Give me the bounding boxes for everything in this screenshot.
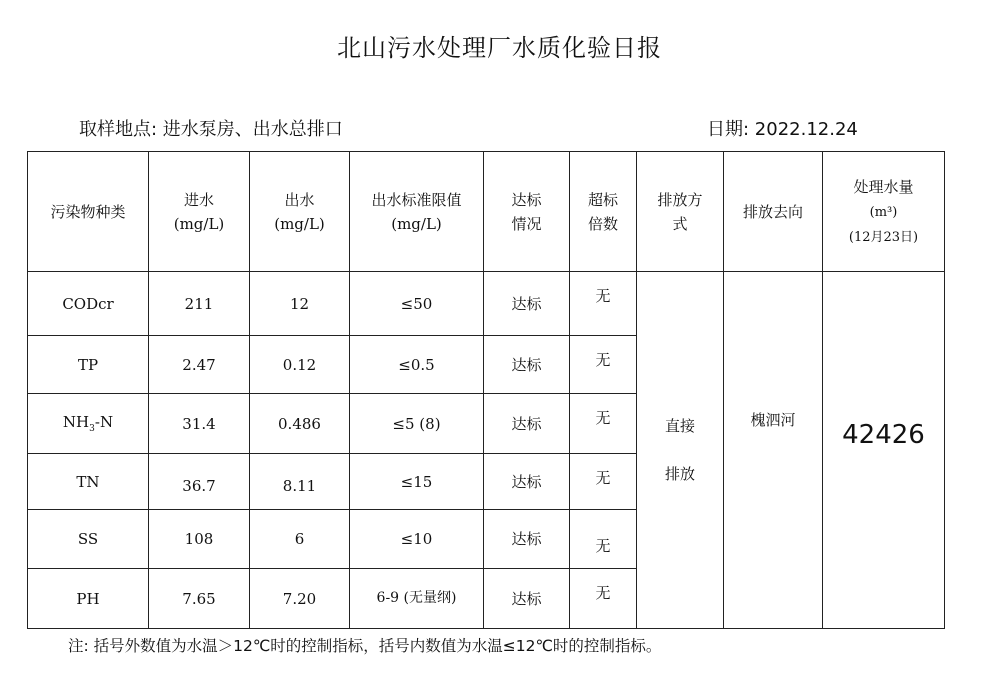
compliance-cell: 达标 <box>484 569 570 629</box>
pollutant-cell: CODcr <box>28 272 149 336</box>
exceed-cell: 无 <box>570 510 637 569</box>
outflow-cell: 8.11 <box>250 454 350 510</box>
header-limit: 出水标准限值 (mg/L) <box>350 152 484 272</box>
inflow-cell: 7.65 <box>149 569 250 629</box>
footnote: 注: 括号外数值为水温＞12℃时的控制指标，括号内数值为水温≤12℃时的控制指标。 <box>68 637 662 655</box>
limit-cell: 6-9 (无量纲) <box>350 569 484 629</box>
inflow-cell: 31.4 <box>149 394 250 454</box>
inflow-cell: 2.47 <box>149 336 250 394</box>
header-outflow: 出水 (mg/L) <box>250 152 350 272</box>
limit-cell: ≤0.5 <box>350 336 484 394</box>
report-title: 北山污水处理厂水质化验日报 <box>337 34 662 62</box>
inflow-cell: 108 <box>149 510 250 569</box>
exceed-cell: 无 <box>570 454 637 510</box>
compliance-cell: 达标 <box>484 272 570 336</box>
exceed-cell: 无 <box>570 336 637 394</box>
table-row <box>28 272 945 336</box>
header-pollutant: 污染物种类 <box>28 152 149 272</box>
header-row <box>28 152 945 272</box>
header-destination: 排放去向 <box>724 152 823 272</box>
report-date: 日期: 2022.12.24 <box>707 119 858 140</box>
header-volume: 处理水量 (m³) (12月23日) <box>823 152 945 272</box>
pollutant-cell: TN <box>28 454 149 510</box>
header-compliance: 达标 情况 <box>484 152 570 272</box>
pollutant-cell: $NH_3-N$ <box>28 394 149 454</box>
volume-cell: 42426 <box>823 272 945 629</box>
limit-cell: ≤5 (8) <box>350 394 484 454</box>
exceed-cell: 无 <box>570 272 637 336</box>
compliance-cell: 达标 <box>484 394 570 454</box>
compliance-cell: 达标 <box>484 454 570 510</box>
compliance-cell: 达标 <box>484 510 570 569</box>
water-quality-table <box>27 151 945 629</box>
sampling-location: 取样地点: 进水泵房、出水总排口 <box>79 119 343 140</box>
pollutant-cell: PH <box>28 569 149 629</box>
discharge-method-cell: 直接 排放 <box>637 272 724 629</box>
header-inflow: 进水 (mg/L) <box>149 152 250 272</box>
outflow-cell: 6 <box>250 510 350 569</box>
inflow-cell: 211 <box>149 272 250 336</box>
header-discharge-method: 排放方 式 <box>637 152 724 272</box>
limit-cell: ≤10 <box>350 510 484 569</box>
pollutant-cell: SS <box>28 510 149 569</box>
limit-cell: ≤50 <box>350 272 484 336</box>
exceed-cell: 无 <box>570 569 637 629</box>
outflow-cell: 12 <box>250 272 350 336</box>
header-exceed: 超标 倍数 <box>570 152 637 272</box>
exceed-cell: 无 <box>570 394 637 454</box>
outflow-cell: 0.12 <box>250 336 350 394</box>
outflow-cell: 0.486 <box>250 394 350 454</box>
outflow-cell: 7.20 <box>250 569 350 629</box>
destination-cell: 槐泗河 <box>724 272 823 629</box>
limit-cell: ≤15 <box>350 454 484 510</box>
pollutant-cell: TP <box>28 336 149 394</box>
compliance-cell: 达标 <box>484 336 570 394</box>
inflow-cell: 36.7 <box>149 454 250 510</box>
